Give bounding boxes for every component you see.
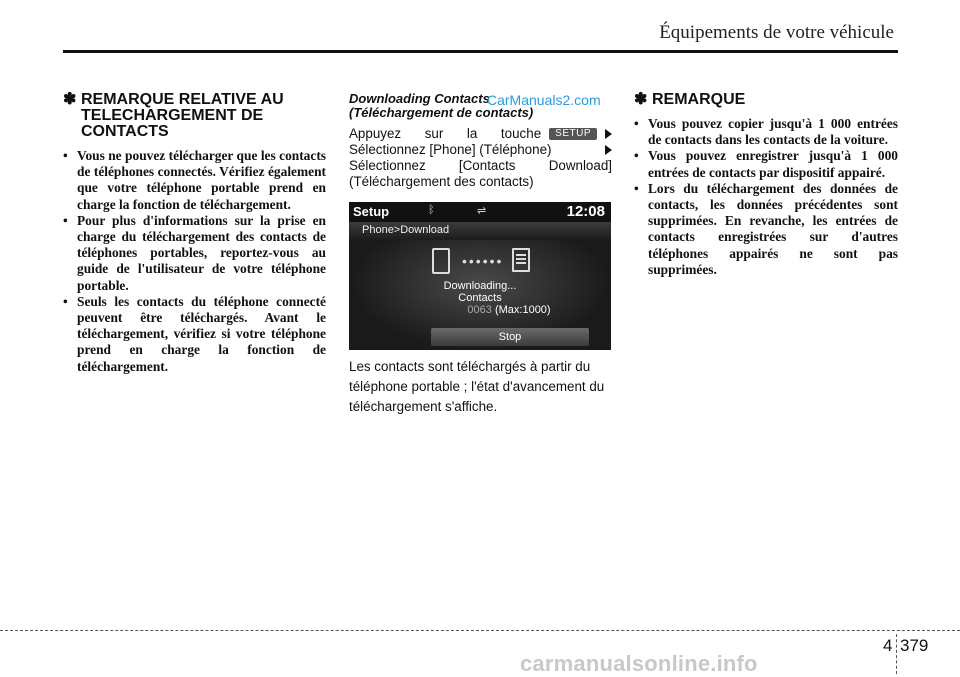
note-bullet-list (634, 116, 898, 278)
screen-clock: 12:08 (566, 203, 605, 220)
note-contacts-download (63, 92, 326, 375)
contacts-document-icon (512, 248, 530, 272)
list-item: • Vous pouvez copier jusqu'à 1 000 entrées de contacts dans les contacts de la voiture. (634, 116, 898, 148)
list-item: • Lors du téléchargement des données de contacts, les données précédentes sont supprimées. En revanche, les entrées de contacts enregistrées sur d'autres téléphones appairés ne sont pas supprimées. (634, 181, 898, 278)
note-star-icon: ✽ (634, 91, 648, 108)
bluetooth-icon: ᛒ (428, 204, 435, 216)
screen-title: Setup (353, 204, 390, 219)
download-max-value: (Max:1000) (494, 304, 551, 316)
phone-icon (432, 248, 450, 274)
downloading-label: Downloading... (443, 280, 517, 292)
note-heading-text: REMARQUE (652, 91, 746, 108)
progress-dots: •••••• (462, 253, 504, 269)
screen-breadcrumb-bar (349, 222, 611, 240)
list-item: • Vous pouvez enregistrer jusqu'à 1 000 entrées de contacts par dispositif appairé. (634, 148, 898, 180)
note-star-icon: ✽ (63, 91, 77, 108)
footer-watermark: carmanualsonline.info (520, 651, 758, 676)
step-1-text: Appuyez sur la touche (349, 126, 542, 141)
arrow-right-icon (605, 145, 612, 155)
note-heading (63, 92, 326, 140)
section-subheading-line2: (Téléchargement de contacts) (349, 105, 534, 120)
list-item: • Seuls les contacts du téléphone connecté peuvent être téléchargés. Avant le téléchargement, vérifiez si votre téléphone prend en charge la fonction de téléchargement. (63, 294, 326, 375)
list-item: • Vous ne pouvez télécharger que les contacts de téléphones connectés. Vérifiez également que votre téléphone portable prend en charge la fonction de téléchargement. (63, 148, 326, 213)
screenshot-caption: Les contacts sont téléchargés à partir du téléphone portable ; l'état d'avancement du téléchargement s'affiche. (349, 359, 605, 414)
step-2-text: Sélectionnez [Phone] (Téléphone) (349, 142, 552, 157)
page-number-separator (896, 634, 897, 674)
section-subheading-line1: Downloading Contacts (349, 91, 490, 106)
chapter-number: 4 (883, 636, 893, 655)
arrow-right-icon (605, 129, 612, 139)
footer-rule (0, 630, 960, 631)
download-contacts-section (349, 92, 612, 417)
download-count-value: 0063 (467, 304, 492, 316)
breadcrumb: Phone>Download (362, 224, 450, 236)
steps (349, 126, 612, 190)
screen-status-bar (349, 202, 611, 222)
usb-icon: ⇌ (477, 205, 487, 217)
step-3-text: Sélectionnez [Contacts Download] (349, 158, 612, 173)
step-1 (349, 126, 612, 142)
page-number: 379 (900, 636, 929, 655)
setup-key-badge: SETUP (549, 128, 597, 140)
stop-button[interactable]: Stop (431, 328, 589, 346)
step-2 (349, 142, 612, 158)
note-heading-text: REMARQUE RELATIVE AU TELECHARGEMENT DE CONTACTS (81, 91, 284, 140)
page-header-title: Équipements de votre véhicule (659, 22, 894, 43)
note-bullet-list (63, 148, 326, 375)
list-item: • Pour plus d'informations sur la prise en charge du téléchargement des contacts de téléphones portables, reportez-vous au guide de l'utilisateur de votre téléphone portable. (63, 213, 326, 294)
header-rule (63, 50, 898, 53)
head-unit-screenshot (349, 202, 611, 350)
note-contacts-limits (634, 92, 898, 278)
step-3-subtext: (Téléchargement des contacts) (349, 174, 534, 189)
download-count (429, 304, 589, 316)
contacts-label: Contacts (458, 292, 502, 304)
watermark-text: CarManuals2.com (487, 92, 601, 108)
note-heading (634, 92, 898, 108)
